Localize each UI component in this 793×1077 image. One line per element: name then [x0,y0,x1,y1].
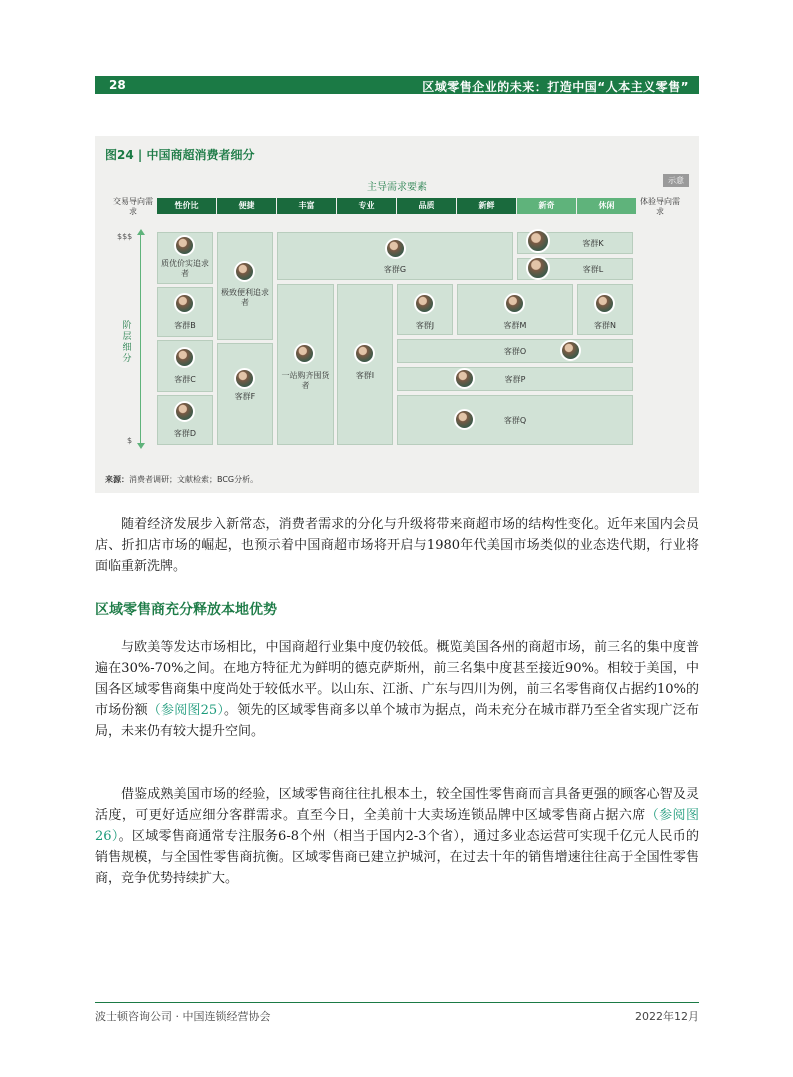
segment-label: 客群N [594,321,616,330]
segment-label: 客群D [173,429,197,438]
footer-publisher: 波士顿咨询公司 · 中国连锁经营协会 [95,1010,271,1023]
segment-b [157,287,213,337]
column-header: 便捷 [217,198,276,214]
segment-photo [414,293,435,314]
segment-one-stop [277,284,334,445]
segment-photo [294,343,315,364]
column-header: 专业 [337,198,396,214]
segment-q [397,395,633,445]
header-title: 区域零售企业的未来：打造中国“人本主义零售” [422,80,689,94]
figure-source [105,474,258,485]
segment-label: 客群Q [503,416,527,425]
segment-photo [174,293,195,314]
footer-divider [95,1002,699,1003]
segment-k [517,232,633,254]
column-header: 休闲 [577,198,636,214]
footer-date: 2022年12月 [635,1010,699,1023]
figure-26-link[interactable]: （参阅图26） [95,808,699,844]
y-axis-arrow-up [137,229,145,235]
segment-c [157,340,213,392]
column-header: 新鲜 [457,198,516,214]
segment-photo [174,347,195,368]
y-axis-top: $$$ [117,232,133,241]
segment-d [157,395,213,445]
page-number: 28 [109,78,126,92]
segment-label: 客群J [415,321,435,330]
paragraph-2-text-b: 。领先的区域零售商多以单个城市为据点，尚未充分在城市群乃至全省实现广泛布局，未来仍有较大提升空间。 [95,703,699,739]
segment-photo [526,229,550,253]
segment-photo [504,293,525,314]
segment-photo [526,256,550,280]
segment-label: 一站购齐囤货者 [281,371,330,390]
segment-photo [385,238,406,259]
segment-photo [354,343,375,364]
segment-label: 客群G [383,265,407,274]
segment-photo [234,261,255,282]
segment-label: 极致便利追求者 [221,288,269,307]
segment-photo [594,293,615,314]
segment-j [397,284,453,335]
column-header: 新奇 [517,198,576,214]
segment-label: 客群K [582,239,604,248]
segment-l [517,258,633,280]
segment-label: 客群I [355,371,375,380]
y-axis-label: 阶层细分 [122,321,132,364]
paragraph-1: 随着经济发展步入新常态，消费者需求的分化与升级将带来商超市场的结构性变化。近年来国内会员店、折扣店市场的崛起，也预示着中国商超市场将开启与1980年代美国市场类似的业态迭代期，行业将面临重新洗牌。 [95,517,699,574]
segment-f [217,343,273,445]
section-title: 区域零售商充分释放本地优势 [95,602,277,618]
y-axis-line [140,234,141,445]
paragraph-3-text-b: 。区域零售商通常专注服务6-8个州（相当于国内2-3个省），通过多业态运营可实现千亿元人民币的销售规模，与全国性零售商抗衡。区域零售商已建立护城河，在过去十年的销售增速往往高于全国性零售商，竞争优势持续扩大。 [95,829,700,886]
segment-label: 客群B [174,321,196,330]
paragraph-3-text-a: 借鉴成熟美国市场的经验，区域零售商往往扎根本土，较全国性零售商而言具备更强的顾客心智及灵活度，可更好适应细分客群需求。直至今日，全美前十大卖场连锁品牌中区域零售商占据六席 [95,787,699,823]
paragraph-2-text-a: 与欧美等发达市场相比，中国商超行业集中度仍较低。概览美国各州的商超市场，前三名的集中度普遍在30%-70%之间。在地方特征尤为鲜明的德克萨斯州，前三名集中度甚至接近90%。相较于美国，中国各区域零售商集中度尚处于较低水平。以山东、江浙、广东与四川为例，前三名零售商仅占据约10%的市场份额 [95,640,699,718]
segment-label: 客群C [174,375,196,384]
right-side-label: 体验导向需求 [640,197,680,216]
column-header: 丰富 [277,198,336,214]
y-axis-bottom: $ [127,436,133,445]
segment-label: 客群F [234,392,256,401]
segment-g [277,232,513,280]
segment-label: 客群O [503,347,527,356]
figure-title: 图24 | 中国商超消费者细分 [105,148,255,162]
main-axis-label: 主导需求要素 [367,182,427,193]
y-axis-arrow-down [137,443,145,449]
paragraph-3 [95,784,699,889]
segment-label: 质优价实追求者 [161,259,209,278]
figure-24 [95,136,699,493]
column-header: 性价比 [157,198,216,214]
segment-convenience [217,232,273,340]
segment-label: 客群M [503,321,527,330]
left-side-label: 交易导向需求 [113,197,153,216]
segment-o [397,339,633,363]
illustrative-badge: 示意 [663,174,689,187]
source-text: 消费者调研；文献检索；BCG分析。 [129,475,259,484]
source-label: 来源： [105,475,129,484]
segment-n [577,284,633,335]
segment-photo [174,401,195,422]
segment-m [457,284,573,335]
segment-photo [234,368,255,389]
segment-p [397,367,633,391]
segment-photo [174,235,195,256]
paragraph-2 [95,637,699,742]
segment-i [337,284,393,445]
segment-label: 客群L [582,265,604,274]
segment-quality-value [157,232,213,284]
figure-25-link[interactable]: （参阅图25） [147,703,225,718]
header-bar [95,76,699,94]
segment-label: 客群P [504,375,526,384]
column-header: 品质 [397,198,456,214]
